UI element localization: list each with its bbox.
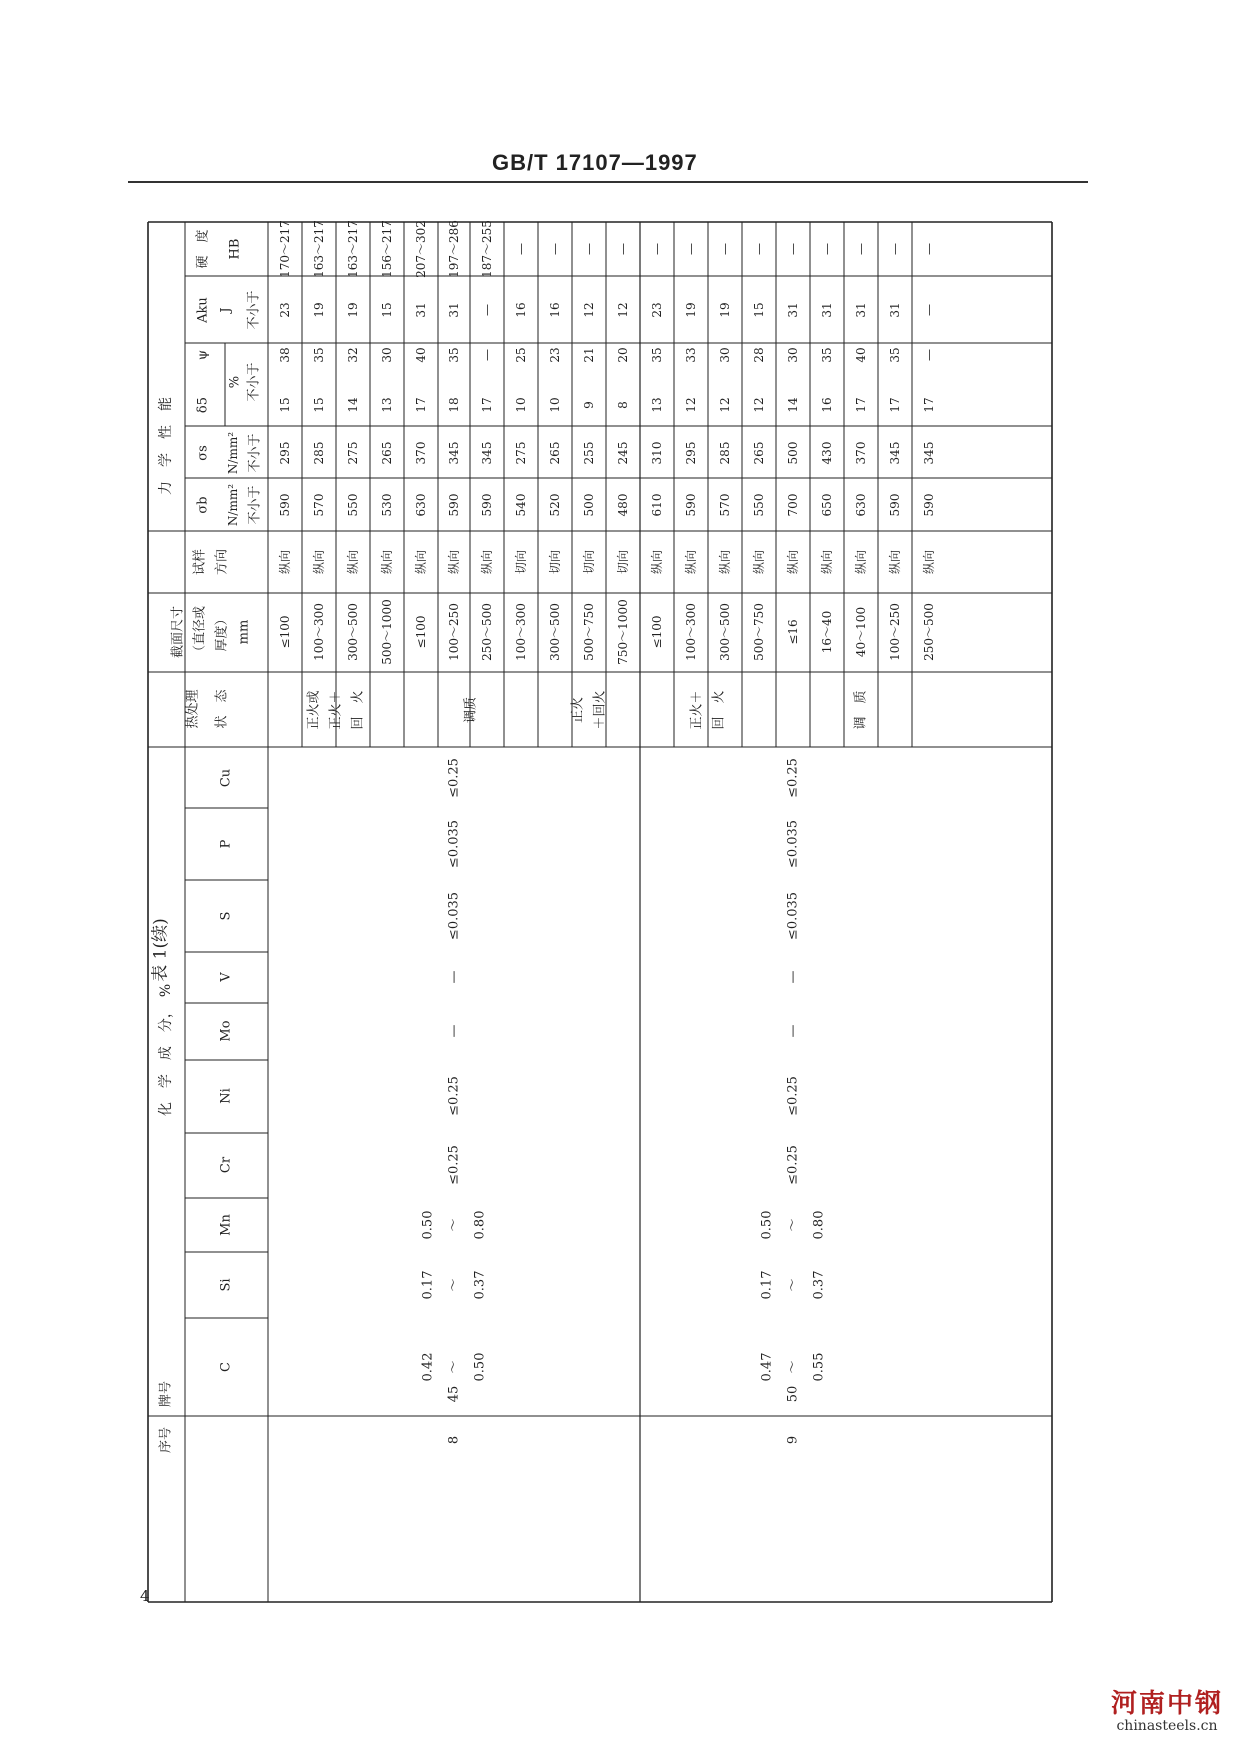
cell-grade: 45 xyxy=(446,1385,462,1403)
col-size-line-3: mm xyxy=(236,619,252,645)
cell-ss: 370 xyxy=(854,441,868,465)
cell-d5: 17 xyxy=(854,397,868,413)
col-v-label: V xyxy=(218,972,234,982)
cell-dir: 纵向 xyxy=(650,549,664,575)
cell-psi: 38 xyxy=(278,347,292,363)
col-aku-label: Aku xyxy=(195,297,211,323)
cell-psi: 30 xyxy=(380,347,394,363)
cell-size: 500～1000 xyxy=(380,599,394,665)
cell-mn: 0.80 xyxy=(472,1210,488,1240)
cell-aku: — xyxy=(480,304,494,316)
cell-heat: 调质 xyxy=(463,696,479,724)
cell-aku: — xyxy=(922,304,936,316)
col-d5-label: δ5 xyxy=(195,396,211,414)
cell-hb: — xyxy=(888,243,902,255)
cell-heat: 正火 xyxy=(570,696,586,724)
cell-dir: 纵向 xyxy=(854,549,868,575)
col-aku-unit: J xyxy=(218,307,234,313)
cell-mo: — xyxy=(785,1024,801,1038)
cell-v: — xyxy=(446,970,462,984)
cell-ss: 295 xyxy=(278,441,292,465)
standard-code: GB/T 17107—1997 xyxy=(492,150,698,175)
cell-sb: 590 xyxy=(684,493,698,517)
cell-p: ≤0.035 xyxy=(785,819,801,869)
cell-size: 300～500 xyxy=(718,603,732,661)
cell-aku: 31 xyxy=(888,302,902,318)
col-p-label: P xyxy=(218,839,234,849)
cell-dir: 纵向 xyxy=(346,549,360,575)
cell-d5: 18 xyxy=(447,397,461,413)
cell-psi: 35 xyxy=(312,347,326,363)
cell-psi: 40 xyxy=(414,347,428,363)
cell-grade: 50 xyxy=(785,1385,801,1403)
cell-seq: 9 xyxy=(785,1435,801,1445)
cell-size: 16～40 xyxy=(820,610,834,654)
cell-sb: 610 xyxy=(650,493,664,517)
cell-cu: ≤0.25 xyxy=(785,758,801,798)
chem-group-header: 化 学 成 分， % xyxy=(158,983,174,1117)
cell-hb: — xyxy=(718,243,732,255)
cell-size: 100～250 xyxy=(447,603,461,661)
cell-aku: 31 xyxy=(786,302,800,318)
cell-psi: 32 xyxy=(346,347,360,363)
cell-cu: ≤0.25 xyxy=(446,758,462,798)
cell-size: 750～1000 xyxy=(616,599,630,665)
cell-ss: 275 xyxy=(346,441,360,465)
watermark-en: chinasteels.cn xyxy=(1116,1718,1218,1734)
cell-aku: 12 xyxy=(616,302,630,318)
cell-hb: 207～302 xyxy=(414,220,428,278)
cell-ss: 255 xyxy=(582,441,596,465)
cell-aku: 19 xyxy=(346,302,360,318)
mech-group-header: 力 学 性 能 xyxy=(158,397,174,495)
table-caption: 表 1(续) xyxy=(150,918,171,982)
cell-psi: 35 xyxy=(447,347,461,363)
col-si-label: Si xyxy=(218,1278,234,1292)
cell-size: 250～500 xyxy=(480,603,494,661)
cell-size: ≤16 xyxy=(786,619,800,645)
cell-psi: 25 xyxy=(514,347,528,363)
cell-hb: — xyxy=(650,243,664,255)
cell-dir: 纵向 xyxy=(312,549,326,575)
cell-si: ～ xyxy=(446,1278,462,1292)
cell-ss: 345 xyxy=(447,441,461,465)
col-pct-unit: % xyxy=(227,375,243,389)
cell-d5: 17 xyxy=(888,397,902,413)
col-mo-label: Mo xyxy=(218,1020,234,1042)
cell-d5: 8 xyxy=(616,401,630,409)
cell-heat: 调 质 xyxy=(853,690,869,730)
cell-dir: 纵向 xyxy=(278,549,292,575)
cell-heat: 回 火 xyxy=(350,690,366,730)
cell-mn: 0.50 xyxy=(420,1210,436,1240)
cell-size: 100～300 xyxy=(514,603,528,661)
col-hb-unit: HB xyxy=(227,238,243,260)
cell-size: 500～750 xyxy=(752,603,766,661)
col-psi-label: ψ xyxy=(195,349,211,361)
cell-aku: 15 xyxy=(752,302,766,318)
cell-hb: 187～255 xyxy=(480,220,494,278)
col-grade-label: 牌号 xyxy=(158,1380,174,1408)
cell-sb: 590 xyxy=(922,493,936,517)
cell-d5: 15 xyxy=(278,397,292,413)
cell-mn: 0.80 xyxy=(811,1210,827,1240)
cell-ss: 265 xyxy=(380,441,394,465)
cell-aku: 31 xyxy=(447,302,461,318)
col-cu-label: Cu xyxy=(218,768,234,788)
cell-d5: 12 xyxy=(752,397,766,413)
cell-dir: 纵向 xyxy=(480,549,494,575)
cell-c: ～ xyxy=(446,1360,462,1374)
cell-ss: 275 xyxy=(514,441,528,465)
cell-aku: 31 xyxy=(854,302,868,318)
cell-ss: 265 xyxy=(752,441,766,465)
cell-ss: 295 xyxy=(684,441,698,465)
cell-d5: 13 xyxy=(380,397,394,413)
cell-size: 40～100 xyxy=(854,606,868,658)
cell-si: ～ xyxy=(785,1278,801,1292)
cell-dir: 切向 xyxy=(582,549,596,575)
cell-hb: — xyxy=(820,243,834,255)
cell-hb: — xyxy=(786,243,800,255)
cell-sb: 530 xyxy=(380,493,394,517)
cell-sb: 630 xyxy=(854,493,868,517)
cell-sb: 630 xyxy=(414,493,428,517)
col-mn-label: Mn xyxy=(218,1214,234,1236)
cell-aku: 15 xyxy=(380,302,394,318)
cell-sb: 590 xyxy=(447,493,461,517)
cell-psi: 40 xyxy=(854,347,868,363)
cell-size: 250～500 xyxy=(922,603,936,661)
cell-p: ≤0.035 xyxy=(446,819,462,869)
cell-d5: 15 xyxy=(312,397,326,413)
cell-ni: ≤0.25 xyxy=(446,1076,462,1116)
cell-heat: ＋回火 xyxy=(592,690,608,730)
cell-dir: 纵向 xyxy=(447,549,461,575)
col-cr-label: Cr xyxy=(218,1156,234,1174)
cell-dir: 切向 xyxy=(514,549,528,575)
cell-size: ≤100 xyxy=(650,615,664,649)
cell-hb: — xyxy=(548,243,562,255)
cell-aku: 16 xyxy=(548,302,562,318)
cell-sb: 550 xyxy=(346,493,360,517)
cell-s: ≤0.035 xyxy=(446,891,462,941)
cell-dir: 纵向 xyxy=(718,549,732,575)
cell-sb: 540 xyxy=(514,493,528,517)
cell-mn: ～ xyxy=(446,1218,462,1232)
cell-d5: 10 xyxy=(548,397,562,413)
cell-d5: 14 xyxy=(786,397,800,413)
cell-hb: — xyxy=(514,243,528,255)
cell-c: ～ xyxy=(785,1360,801,1374)
cell-ss: 345 xyxy=(922,441,936,465)
cell-dir: 纵向 xyxy=(752,549,766,575)
cell-ss: 310 xyxy=(650,441,664,465)
col-aku-note: 不小于 xyxy=(246,290,262,330)
cell-c: 0.50 xyxy=(472,1352,488,1382)
cell-hb: 197～286 xyxy=(447,220,461,278)
cell-size: 500～750 xyxy=(582,603,596,661)
cell-dir: 切向 xyxy=(548,549,562,575)
cell-dir: 纵向 xyxy=(820,549,834,575)
cell-sb: 590 xyxy=(888,493,902,517)
cell-d5: 17 xyxy=(414,397,428,413)
cell-aku: 23 xyxy=(650,302,664,318)
cell-size: 300～500 xyxy=(548,603,562,661)
col-hb-label: 硬 度 xyxy=(195,229,211,269)
cell-size: 300～500 xyxy=(346,603,360,661)
cell-aku: 31 xyxy=(820,302,834,318)
cell-d5: 14 xyxy=(346,397,360,413)
cell-d5: 17 xyxy=(480,397,494,413)
cell-psi: 33 xyxy=(684,347,698,363)
cell-si: 0.17 xyxy=(420,1270,436,1300)
cell-hb: — xyxy=(616,243,630,255)
cell-hb: — xyxy=(922,243,936,255)
col-c-label: C xyxy=(218,1362,234,1372)
cell-aku: 12 xyxy=(582,302,596,318)
cell-si: 0.37 xyxy=(811,1270,827,1300)
cell-size: ≤100 xyxy=(278,615,292,649)
cell-mn: ～ xyxy=(785,1218,801,1232)
cell-psi: 28 xyxy=(752,347,766,363)
cell-aku: 23 xyxy=(278,302,292,318)
cell-sb: 570 xyxy=(718,493,732,517)
cell-cr: ≤0.25 xyxy=(446,1145,462,1185)
col-heat-label: 热处理 xyxy=(185,689,201,729)
page-number: 4 xyxy=(140,1587,150,1605)
col-sb-note: 不小于 xyxy=(247,485,263,525)
col-size-line-2: 厚度） xyxy=(214,612,230,652)
cell-v: — xyxy=(785,970,801,984)
cell-ss: 345 xyxy=(480,441,494,465)
col-ss-note: 不小于 xyxy=(247,433,263,473)
col-dir-label: 试样 xyxy=(192,548,208,576)
cell-heat: 正火＋ xyxy=(328,690,344,730)
cell-d5: 16 xyxy=(820,397,834,413)
watermark xyxy=(1102,1690,1232,1734)
cell-ss: 370 xyxy=(414,441,428,465)
cell-heat: 正火＋ xyxy=(689,690,705,730)
cell-hb: — xyxy=(854,243,868,255)
col-seq-label: 序号 xyxy=(158,1426,174,1454)
cell-dir: 切向 xyxy=(616,549,630,575)
col-size-line-1: （直径或 xyxy=(192,605,208,659)
cell-dir: 纵向 xyxy=(888,549,902,575)
cell-size: 100～250 xyxy=(888,603,902,661)
cell-mn: 0.50 xyxy=(759,1210,775,1240)
cell-mo: — xyxy=(446,1024,462,1038)
cell-sb: 480 xyxy=(616,493,630,517)
cell-aku: 31 xyxy=(414,302,428,318)
cell-ss: 285 xyxy=(718,441,732,465)
cell-hb: 163～217 xyxy=(312,220,326,278)
cell-aku: 16 xyxy=(514,302,528,318)
cell-seq: 8 xyxy=(446,1435,462,1445)
col-sb-unit: N/mm² xyxy=(226,483,240,527)
cell-heat: 回 火 xyxy=(711,690,727,730)
cell-ni: ≤0.25 xyxy=(785,1076,801,1116)
col-ss-unit: N/mm² xyxy=(226,431,240,475)
cell-aku: 19 xyxy=(312,302,326,318)
cell-psi: 21 xyxy=(582,347,596,363)
cell-sb: 590 xyxy=(480,493,494,517)
cell-d5: 9 xyxy=(582,401,596,409)
cell-psi: 35 xyxy=(888,347,902,363)
cell-psi: — xyxy=(480,349,494,361)
cell-hb: — xyxy=(752,243,766,255)
cell-psi: 35 xyxy=(820,347,834,363)
cell-hb: — xyxy=(684,243,698,255)
cell-psi: 35 xyxy=(650,347,664,363)
col-sb-label: σb xyxy=(195,496,211,514)
cell-size: 100～300 xyxy=(312,603,326,661)
cell-ss: 345 xyxy=(888,441,902,465)
cell-dir: 纵向 xyxy=(380,549,394,575)
cell-d5: 12 xyxy=(718,397,732,413)
cell-aku: 19 xyxy=(684,302,698,318)
cell-psi: 23 xyxy=(548,347,562,363)
cell-ss: 285 xyxy=(312,441,326,465)
cell-sb: 500 xyxy=(582,493,596,517)
col-ss-label: σs xyxy=(195,445,211,461)
watermark-cn: 河南中钢 xyxy=(1110,1689,1223,1719)
cell-psi: — xyxy=(922,349,936,361)
cell-dir: 纵向 xyxy=(414,549,428,575)
cell-sb: 700 xyxy=(786,493,800,517)
col-dir-label2: 方向 xyxy=(214,548,230,576)
col-pct-note: 不小于 xyxy=(246,362,262,402)
cell-size: 100～300 xyxy=(684,603,698,661)
cell-hb: — xyxy=(582,243,596,255)
cell-hb: 170～217 xyxy=(278,220,292,278)
cell-c: 0.42 xyxy=(420,1352,436,1382)
col-size-line-0: 截面尺寸 xyxy=(170,605,186,659)
cell-ss: 430 xyxy=(820,441,834,465)
cell-psi: 30 xyxy=(718,347,732,363)
col-ni-label: Ni xyxy=(218,1088,234,1104)
cell-heat: 正火或 xyxy=(306,690,322,730)
cell-aku: 19 xyxy=(718,302,732,318)
cell-ss: 500 xyxy=(786,441,800,465)
cell-dir: 纵向 xyxy=(786,549,800,575)
cell-sb: 590 xyxy=(278,493,292,517)
cell-si: 0.17 xyxy=(759,1270,775,1300)
cell-sb: 550 xyxy=(752,493,766,517)
cell-hb: 156～217 xyxy=(380,220,394,278)
cell-d5: 12 xyxy=(684,397,698,413)
cell-s: ≤0.035 xyxy=(785,891,801,941)
cell-dir: 纵向 xyxy=(922,549,936,575)
cell-c: 0.55 xyxy=(811,1352,827,1382)
cell-sb: 570 xyxy=(312,493,326,517)
cell-hb: 163～217 xyxy=(346,220,360,278)
cell-dir: 纵向 xyxy=(684,549,698,575)
cell-si: 0.37 xyxy=(472,1270,488,1300)
cell-psi: 20 xyxy=(616,347,630,363)
cell-ss: 245 xyxy=(616,441,630,465)
cell-sb: 520 xyxy=(548,493,562,517)
cell-c: 0.47 xyxy=(759,1352,775,1382)
col-heat-label2: 状 态 xyxy=(214,689,230,729)
cell-size: ≤100 xyxy=(414,615,428,649)
cell-ss: 265 xyxy=(548,441,562,465)
cell-d5: 17 xyxy=(922,397,936,413)
col-s-label: S xyxy=(218,911,234,921)
cell-d5: 13 xyxy=(650,397,664,413)
cell-d5: 10 xyxy=(514,397,528,413)
cell-psi: 30 xyxy=(786,347,800,363)
cell-cr: ≤0.25 xyxy=(785,1145,801,1185)
cell-sb: 650 xyxy=(820,493,834,517)
